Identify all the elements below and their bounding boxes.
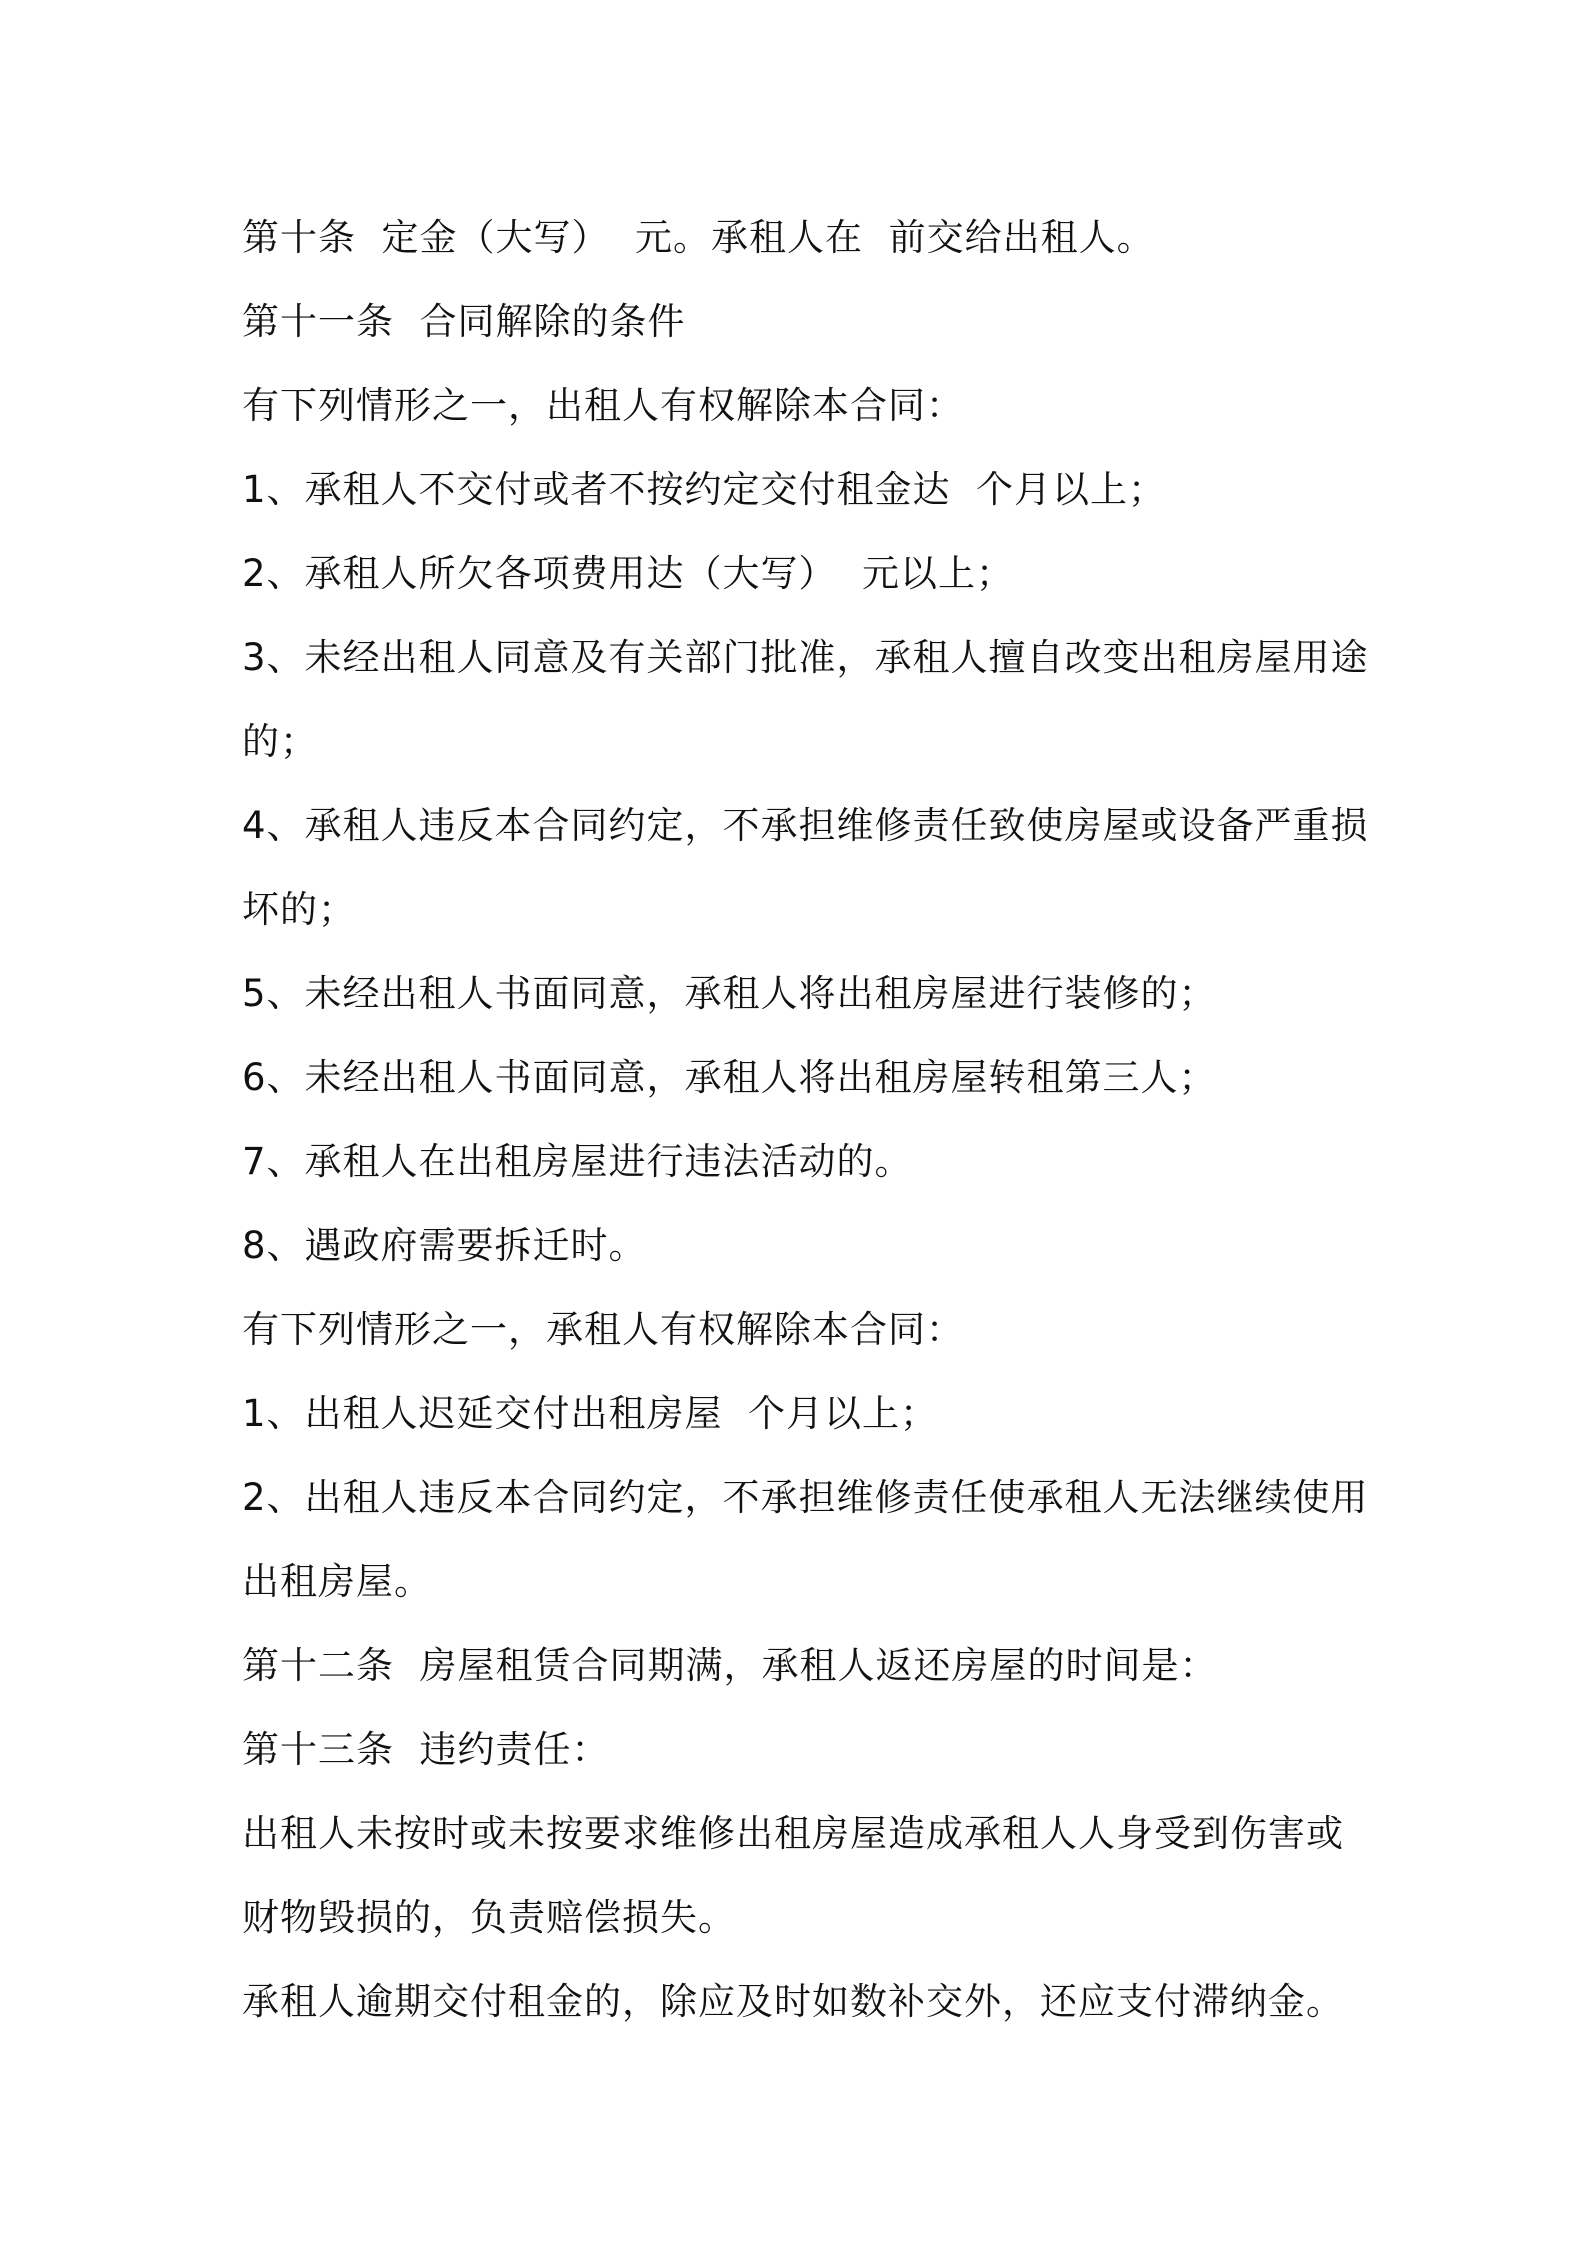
- lessee-termination-intro: 有下列情形之一，承租人有权解除本合同：: [242, 1308, 964, 1351]
- lessor-clause-1: 1、承租人不交付或者不按约定交付租金达 个月以上；: [242, 468, 1167, 511]
- lessor-clause-4-cont: 坏的；: [242, 888, 356, 931]
- lessee-clause-2-cont: 出租房屋。: [242, 1560, 432, 1603]
- document-body: [242, 196, 1369, 2044]
- lessor-clause-3-cont: 的；: [242, 720, 318, 763]
- lessor-termination-intro: 有下列情形之一，出租人有权解除本合同：: [242, 384, 964, 427]
- lessor-clause-4: 4、承租人违反本合同约定，不承担维修责任致使房屋或设备严重损: [242, 804, 1369, 847]
- lessee-clause-2: 2、出租人违反本合同约定，不承担维修责任使承租人无法继续使用: [242, 1476, 1369, 1519]
- lessor-clause-2: 2、承租人所欠各项费用达（大写） 元以上；: [242, 552, 1015, 595]
- lessor-clause-7: 7、承租人在出租房屋进行违法活动的。: [242, 1140, 913, 1183]
- lessor-clause-6: 6、未经出租人书面同意，承租人将出租房屋转租第三人；: [242, 1056, 1217, 1099]
- lessee-clause-1: 1、出租人迟延交付出租房屋 个月以上；: [242, 1392, 939, 1435]
- article-11-heading: 第十一条 合同解除的条件: [242, 300, 686, 343]
- liability-paragraph-1: 出租人未按时或未按要求维修出租房屋造成承租人人身受到伤害或: [242, 1812, 1344, 1855]
- article-13-heading: 第十三条 违约责任：: [242, 1728, 610, 1771]
- lessor-clause-8: 8、遇政府需要拆迁时。: [242, 1224, 647, 1267]
- lessor-clause-3: 3、未经出租人同意及有关部门批准，承租人擅自改变出租房屋用途: [242, 636, 1369, 679]
- liability-paragraph-1-cont: 财物毁损的，负责赔偿损失。: [242, 1896, 736, 1939]
- article-12: 第十二条 房屋租赁合同期满，承租人返还房屋的时间是：: [242, 1644, 1218, 1687]
- article-10-deposit: 第十条 定金（大写） 元。承租人在 前交给出租人。: [242, 216, 1155, 259]
- lessor-clause-5: 5、未经出租人书面同意，承租人将出租房屋进行装修的；: [242, 972, 1217, 1015]
- liability-paragraph-2: 承租人逾期交付租金的，除应及时如数补交外，还应支付滞纳金。: [242, 1980, 1344, 2023]
